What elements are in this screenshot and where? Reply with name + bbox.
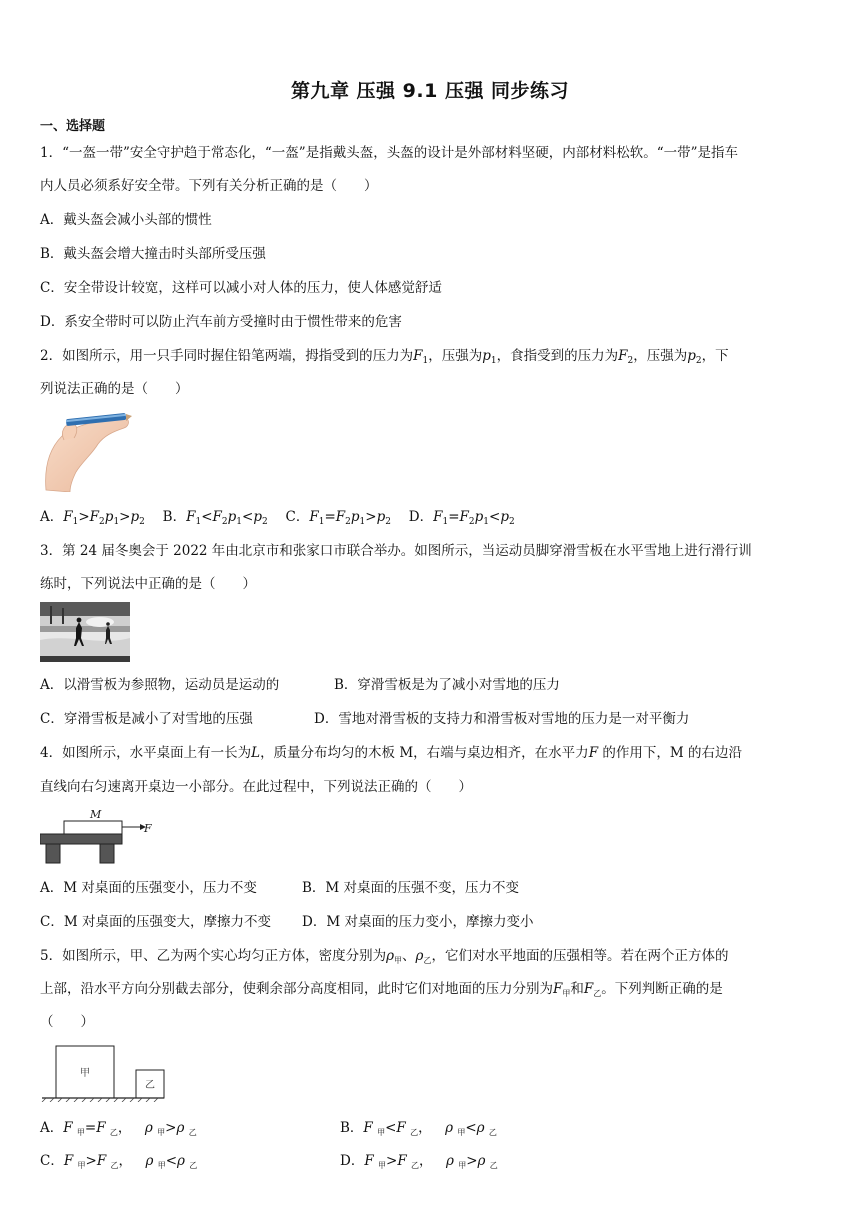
q4-option-b: B．M 对桌面的压强不变，压力不变 <box>302 880 520 896</box>
skiing-photo <box>40 602 130 662</box>
q5-option-b: B．F $_甲$<F $_乙$， ρ $_甲$<ρ $_乙$ <box>340 1120 497 1137</box>
q3-stem-line2: 练时，下列说法中正确的是（ ） <box>40 576 256 592</box>
q4-stem-line1: 4．如图所示，水平桌面上有一长为L，质量分布均匀的木板 M，右端与桌边相齐，在水平力F 的作用下，M 的右边沿 <box>40 745 742 761</box>
fig-label-m: M <box>90 808 102 821</box>
q1-option-c: C．安全带设计较宽，这样可以减小对人体的压力，使人体感觉舒适 <box>40 280 442 296</box>
q1-option-b: B．戴头盔会增大撞击时头部所受压强 <box>40 246 266 262</box>
q5-stem-line3: （ ） <box>40 1014 94 1030</box>
fig-cube-jia-label: 甲 <box>80 1068 90 1079</box>
q1-option-a: A．戴头盔会减小头部的惯性 <box>40 212 212 228</box>
q4-stem-line2: 直线向右匀速离开桌边一小部分。在此过程中，下列说法正确的（ ） <box>40 779 472 795</box>
q1-stem-line2: 内人员必须系好安全带。下列有关分析正确的是（ ） <box>40 178 378 194</box>
q3-option-a: A．以滑雪板为参照物，运动员是运动的 <box>40 677 280 693</box>
two-cubes-diagram <box>40 1044 165 1102</box>
q2-options: A．$F_1>F_2p_1>p_2$ B．$F_1<F_2p_1<p_2$ C．$F_1=F_2p_1>p_2$ D．$F_1=F_2p_1<p_2$ <box>40 509 515 527</box>
fig-label-f: F <box>144 822 152 835</box>
q2-stem-line1: 2．如图所示，用一只手同时握住铅笔两端，拇指受到的压力为$F_1$，压强为$p_1$，食指受到的压力为$F_2$，压强为$p_2$，下 <box>40 348 729 366</box>
page-title: 第九章 压强 9.1 压强 同步练习 <box>290 80 570 102</box>
q3-stem-line1: 3．第 24 届冬奥会于 2022 年由北京市和张家口市联合举办。如图所示，当运动员脚穿滑雪板在水平雪地上进行滑行训 <box>40 543 752 559</box>
q1-stem-line1: 1．“一盔一带”安全守护趋于常态化，“一盔”是指戴头盔，头盔的设计是外部材料坚硬，内部材料松软。“一带”是指车 <box>40 145 738 161</box>
q5-option-d: D．F $_甲$>F $_乙$， ρ $_甲$>ρ $_乙$ <box>340 1153 498 1170</box>
section-heading: 一、选择题 <box>40 119 106 134</box>
q2-stem-line2: 列说法正确的是（ ） <box>40 381 189 397</box>
q4-option-a: A．M 对桌面的压强变小，压力不变 <box>40 880 257 896</box>
fig-cube-yi-label: 乙 <box>145 1080 155 1091</box>
q4-option-c: C．M 对桌面的压强变大，摩擦力不变 <box>40 914 271 930</box>
q5-stem-line1: 5．如图所示，甲、乙为两个实心均匀正方体，密度分别为$\rho_甲$、$\rho_乙$，它们对水平地面的压强相等。若在两个正方体的 <box>40 948 729 965</box>
q4-option-d: D．M 对桌面的压力变小，摩擦力变小 <box>302 914 534 930</box>
q5-option-a: A．F $_甲$=F $_乙$， ρ $_甲$>ρ $_乙$ <box>40 1120 197 1137</box>
q3-option-c: C．穿滑雪板是减小了对雪地的压强 <box>40 711 253 727</box>
q3-option-b: B．穿滑雪板是为了减小对雪地的压力 <box>334 677 560 693</box>
q1-option-d: D．系安全带时可以防止汽车前方受撞时由于惯性带来的危害 <box>40 314 402 330</box>
q5-stem-line2: 上部，沿水平方向分别截去部分，使剩余部分高度相同，此时它们对地面的压力分别为$F_甲$和$F_乙$。下列判断正确的是 <box>40 981 723 998</box>
hand-pencil-figure <box>40 406 132 492</box>
q5-option-c: C．F $_甲$>F $_乙$， ρ $_甲$<ρ $_乙$ <box>40 1153 198 1170</box>
q3-option-d: D．雪地对滑雪板的支持力和滑雪板对雪地的压力是一对平衡力 <box>314 711 690 727</box>
board-on-table-diagram <box>40 806 165 866</box>
